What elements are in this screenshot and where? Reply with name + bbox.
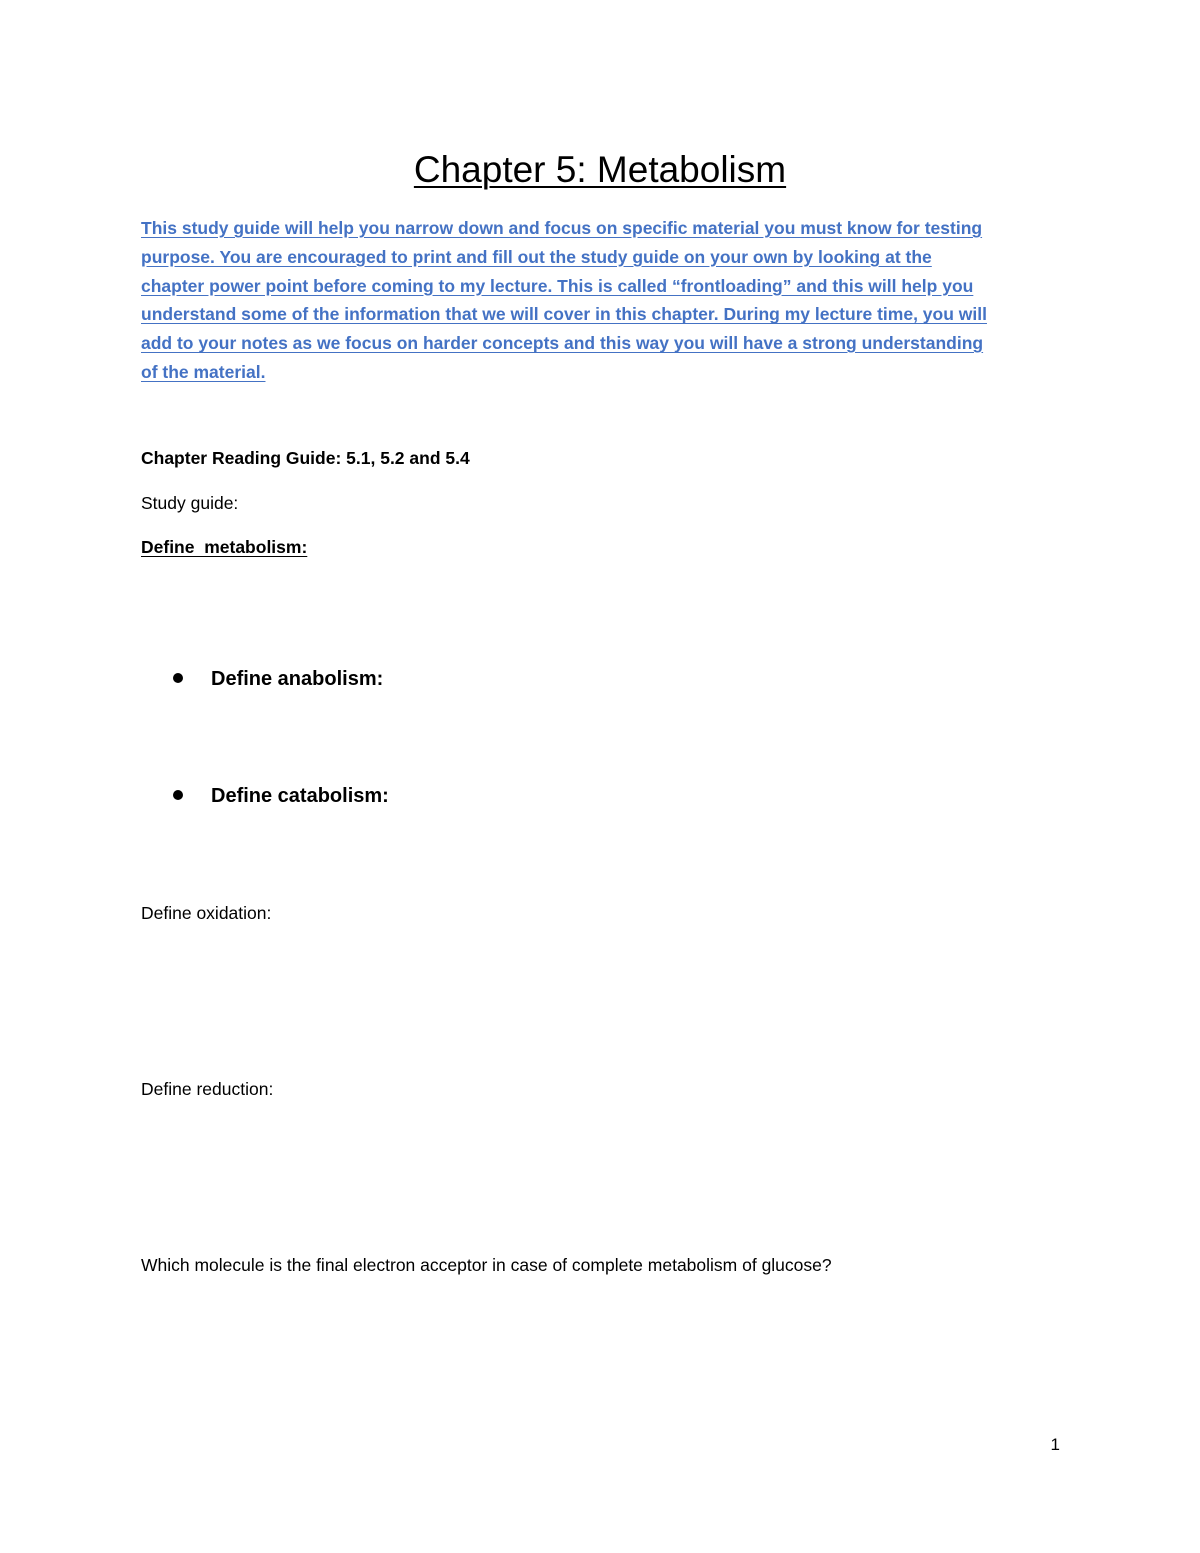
study-guide-label: Study guide: — [141, 493, 239, 513]
page-title: Chapter 5: Metabolism — [413, 149, 787, 190]
page-number: 1 — [1050, 1435, 1060, 1454]
define-metabolism-heading: Define metabolism: — [141, 537, 308, 557]
bullet-anabolism-label: Define anabolism: — [211, 668, 384, 690]
define-reduction-prompt: Define reduction: — [141, 1079, 274, 1099]
intro-line: This study guide will help you narrow down and focus on specific material you must know for testing — [141, 218, 983, 238]
intro-line: of the material. — [141, 361, 266, 382]
bullet-anabolism — [173, 665, 383, 693]
intro-line: understand some of the information that we will cover in this chapter. During my lecture time, you will — [141, 304, 987, 325]
intro-line: purpose. You are encouraged to print and fill out the study guide on your own by looking at the — [141, 246, 932, 267]
electron-acceptor-question: Which molecule is the final electron acceptor in case of complete metabolism of glucose? — [141, 1255, 832, 1275]
reading-guide-heading: Chapter Reading Guide: 5.1, 5.2 and 5.4 — [141, 448, 470, 468]
bullet-icon — [173, 790, 183, 800]
intro-paragraph — [141, 214, 1066, 387]
bullet-catabolism — [173, 782, 389, 810]
bullet-catabolism-label: Define catabolism: — [211, 785, 389, 807]
intro-line: chapter power point before coming to my lecture. This is called “frontloading” and this will help you — [141, 275, 974, 296]
define-oxidation-prompt: Define oxidation: — [141, 903, 272, 923]
bullet-icon — [173, 673, 183, 683]
intro-line: add to your notes as we focus on harder concepts and this way you will have a strong understanding — [141, 333, 984, 354]
